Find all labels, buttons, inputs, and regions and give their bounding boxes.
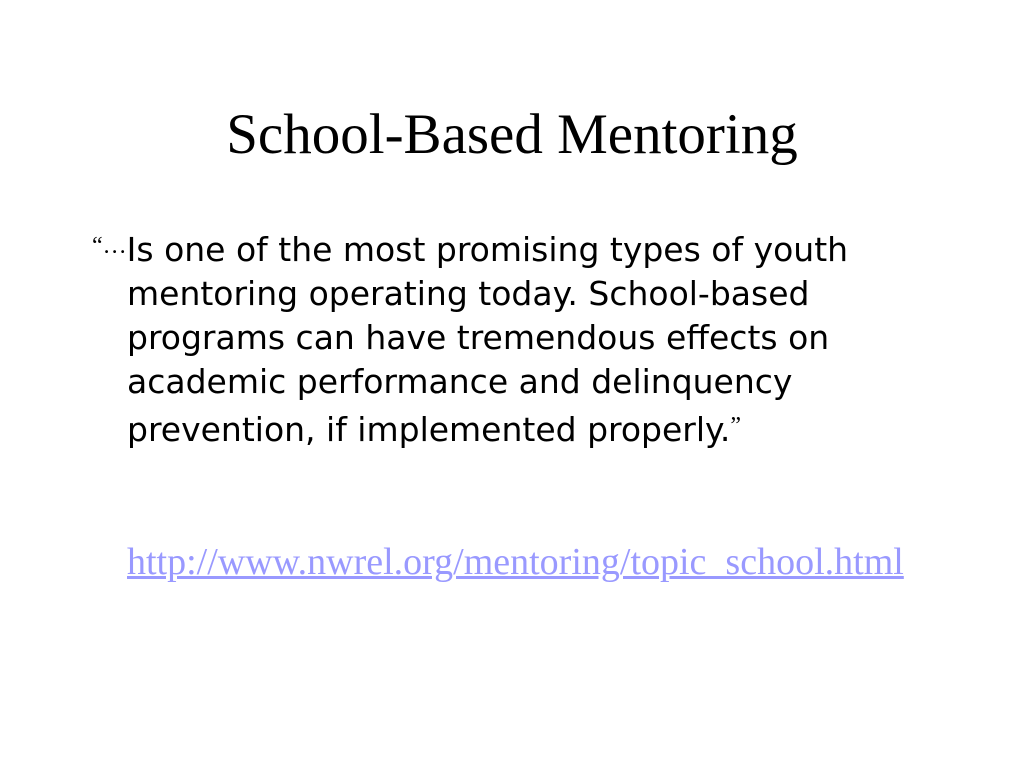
quote-paragraph (92, 224, 922, 452)
source-link[interactable]: http://www.nwrel.org/mentoring/topic_school.html (127, 541, 904, 583)
quote-close-mark: ” (730, 413, 742, 439)
quote-text: Is one of the most promising types of youth mentoring operating today. School-based programs can have tremendous effects on academic performance and delinquency prevention, if implemented properly. (126, 230, 849, 449)
quote-block (92, 224, 922, 452)
slide-title: School-Based Mentoring (226, 103, 798, 166)
quote-open-mark: “… (92, 233, 127, 259)
